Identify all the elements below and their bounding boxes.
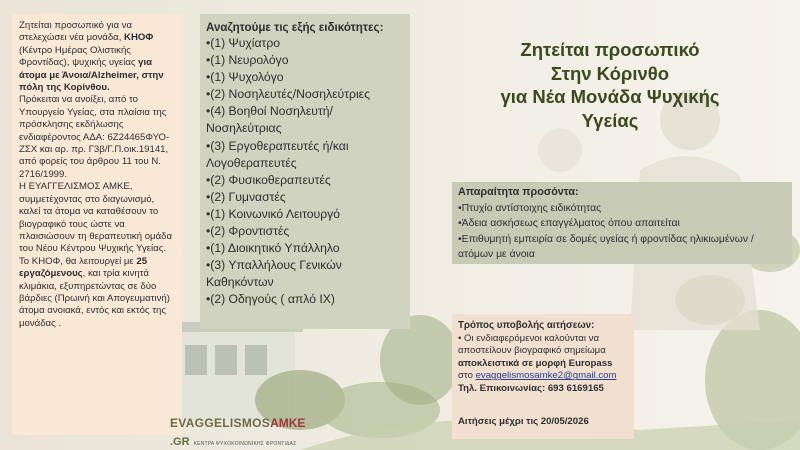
requirements-title: Απαραίτητα προσόντα: bbox=[458, 186, 579, 198]
intro-operation-continued: , και τρία κινητά κλιμάκια, εξυπηρετώντας σε δύο βάρδιες (Πρωινή και Απογευματινή) άτομα ανοιακά, εντός και εκτός της μονάδας . bbox=[19, 268, 170, 329]
application-text-to: στο bbox=[458, 370, 476, 382]
headline-line-2: Στην Κόρινθο bbox=[550, 62, 670, 84]
specialty-item: •(1) Ψυχίατρο bbox=[206, 36, 281, 50]
intro-paragraph-2: Πρόκειται να ανοίξει, από το Υπουργείο Υγείας, στα πλαίσια της πρόσκλησης εκδήλωσης ενδιαφέροντος ΑΔΑ: 6Ζ24465ΦΥΟ-ΖΣΧ και αρ. πρ. Γ3β/Γ.Π.οικ.19141, από φορείς του άρθρου 11 του Ν. 2716/1999. bbox=[19, 94, 170, 180]
logo-brand-a: EVAGGELISMOS bbox=[170, 416, 271, 430]
specialty-item: •(1) Κοινωνικό Λειτουργό bbox=[206, 206, 341, 221]
phone-number: 693 6169165 bbox=[547, 382, 604, 394]
specialty-item: •(2) Φυσικοθεραπευτές bbox=[206, 172, 331, 187]
intro-text-panel bbox=[12, 14, 182, 435]
requirements-panel bbox=[452, 182, 792, 264]
specialty-item: •(3) Υπαλλήλους Γενικών Καθηκόντων bbox=[206, 258, 342, 290]
requirement-item: •Άδεια ασκήσεως επαγγέλματος όπου απαιτείται bbox=[458, 218, 680, 230]
intro-khof: ΚΗΟΦ bbox=[124, 32, 154, 44]
headline-line-1: Ζητείται προσωπικό bbox=[520, 39, 700, 60]
specialties-title: Αναζητούμε τις εξής ειδικότητες: bbox=[206, 21, 384, 34]
requirement-item: •Πτυχίο αντίστοιχης ειδικότητας bbox=[458, 202, 602, 214]
specialty-item: •(2) Οδηγούς ( απλό ΙΧ) bbox=[206, 292, 335, 307]
application-format: αποκλειστικά σε μορφή Europass bbox=[458, 357, 613, 369]
intro-paragraph-3: Η ΕΥΑΓΓΕΛΙΣΜΟΣ ΑΜΚΕ, συμμετέχοντας στο διαγωνισμό, καλεί τα άτομα να καταθέσουν το βιογραφικό τους ώστε να πλαισιώσουν τη θεραπευτική ομάδα του Νέου Κέντρου Ψυχικής Υγείας. bbox=[19, 181, 173, 255]
logo-brand-b: AMKE bbox=[270, 416, 306, 430]
application-title: Τρόπος υποβολής αιτήσεων: bbox=[458, 320, 595, 331]
intro-paragraph-4 bbox=[19, 256, 175, 330]
logo-subline bbox=[170, 432, 340, 450]
logo-gr: .GR bbox=[170, 436, 190, 448]
logo-tagline: ΚΕΝΤΡΑ ΨΥΧΟΚΟΙΝΩΝΙΚΗΣ ΦΡΟΝΤΙΔΑΣ bbox=[193, 441, 297, 447]
intro-employee-count: 25 εργαζόμενους bbox=[19, 255, 148, 280]
organization-logo bbox=[170, 414, 340, 446]
intro-text: Ζητείται προσωπικό για να στελεχώσει νέα μονάδα, bbox=[19, 20, 132, 44]
specialties-panel bbox=[200, 14, 410, 329]
specialty-item: •(2) Γυμναστές bbox=[206, 189, 286, 204]
specialty-item: •(1) Ψυχολόγο bbox=[206, 70, 284, 85]
intro-text-continued: (Κέντρο Ημέρας Ολιστικής Φροντίδας), ψυχικής υγείας bbox=[19, 44, 139, 69]
application-text: • Οι ενδιαφερόμενοι καλούνται να αποστείλουν βιογραφικό σημείωμα bbox=[458, 332, 606, 357]
specialty-item: •(2) Νοσηλευτές/Νοσηλεύτριες bbox=[206, 87, 370, 102]
email-link[interactable]: evaggelismosamke2@gmail.com bbox=[475, 370, 617, 382]
intro-paragraph-1 bbox=[19, 20, 175, 94]
specialty-item: •(3) Εργοθεραπευτές ή/και Λογοθεραπευτές bbox=[206, 138, 349, 170]
intro-target-group: για άτομα με Άνοια/Alzheimer, στην πόλη της Κορίνθου. bbox=[19, 57, 164, 94]
specialty-item: •(1) Νευρολόγο bbox=[206, 53, 289, 68]
headline-line-4: Υγείας bbox=[581, 109, 639, 131]
application-deadline: Αιτήσεις μέχρι τις 20/05/2026 bbox=[458, 416, 589, 428]
specialty-item: •(4) Βοηθοί Νοσηλευτή/Νοσηλεύτριας bbox=[206, 104, 333, 136]
specialty-item: •(1) Διοικητικό Υπάλληλο bbox=[206, 241, 340, 256]
logo-wordmark bbox=[170, 414, 340, 432]
specialty-item: •(2) Φροντιστές bbox=[206, 224, 290, 239]
phone-label: Τηλ. Επικοινωνίας: bbox=[458, 382, 548, 394]
contact-phone-line bbox=[458, 383, 628, 396]
requirement-item: •Επιθυμητή εμπειρία σε δομές υγείας ή φροντίδας ηλικιωμένων / ατόμων με άνοια bbox=[458, 233, 754, 261]
application-instructions bbox=[458, 333, 628, 383]
headline-line-3: για Νέα Μονάδα Ψυχικής bbox=[500, 86, 720, 107]
headline bbox=[460, 38, 760, 132]
intro-operation: Το ΚΗΟΦ, θα λειτουργεί με bbox=[19, 255, 137, 267]
specialties-list bbox=[206, 35, 404, 309]
application-panel bbox=[452, 314, 634, 439]
